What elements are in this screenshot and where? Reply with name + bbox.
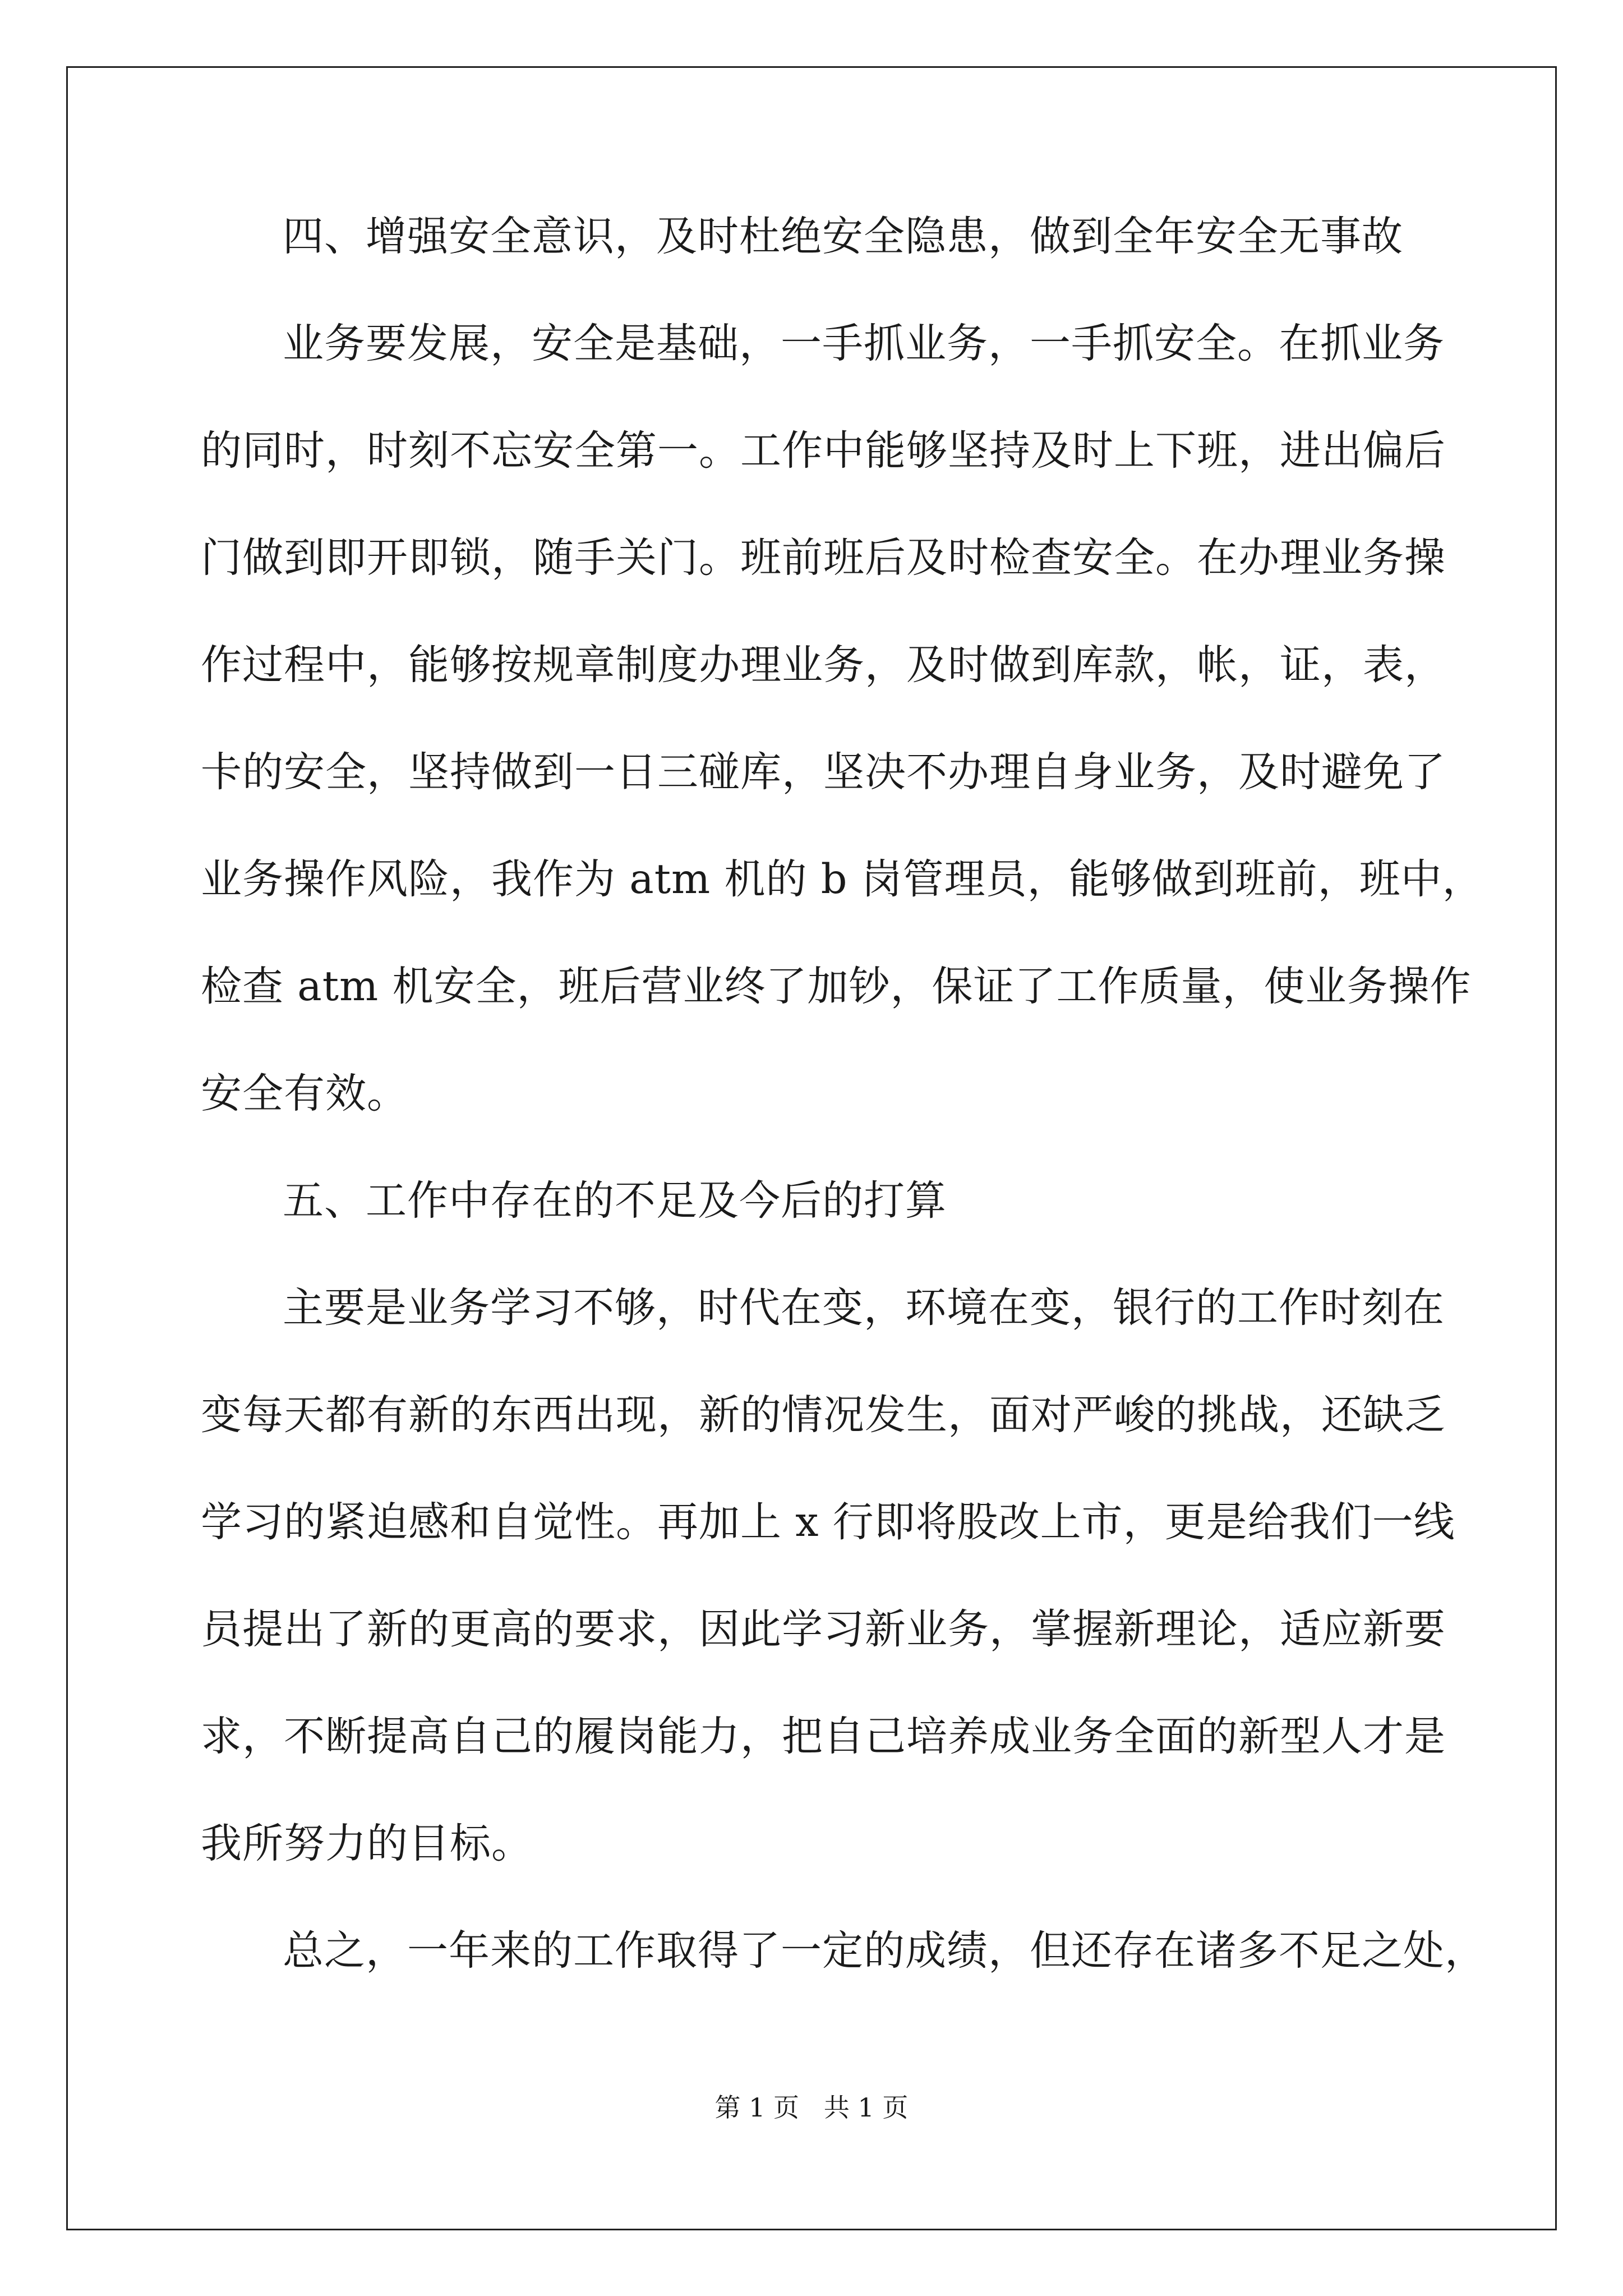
text-line: 员提出了新的更高的要求，因此学习新业务，掌握新理论，适应新要	[201, 1605, 1446, 1653]
text-line: 卡的安全，坚持做到一日三碰库，坚决不办理自身业务，及时避免了	[201, 748, 1446, 796]
text-line: 我所努力的目标。	[201, 1820, 533, 1867]
text-line: 求，不断提高自己的履岗能力，把自己培养成业务全面的新型人才是	[201, 1713, 1446, 1760]
text-line: 作过程中，能够按规章制度办理业务，及时做到库款，帐，证，表，	[201, 641, 1446, 689]
text-line: 检查 atm 机安全，班后营业终了加钞，保证了工作质量，使业务操作	[201, 963, 1472, 1010]
text-line: 业务操作风险，我作为 atm 机的 b 岗管理员，能够做到班前，班中，	[201, 855, 1484, 903]
text-line: 学习的紧迫感和自觉性。再加上 x 行即将股改上市，更是给我们一线	[201, 1498, 1455, 1546]
text-line: 的同时，时刻不忘安全第一。工作中能够坚持及时上下班，进出偏后	[201, 427, 1446, 475]
text-line: 总之，一年来的工作取得了一定的成绩，但还存在诸多不足之处，	[283, 1927, 1486, 1975]
document-body	[201, 213, 1486, 2037]
text-line: 变每天都有新的东西出现，新的情况发生，面对严峻的挑战，还缺乏	[201, 1391, 1446, 1439]
page-number-footer: 第 1 页 共 1 页	[714, 2092, 909, 2123]
text-line: 安全有效。	[201, 1070, 408, 1117]
text-line: 业务要发展，安全是基础，一手抓业务，一手抓安全。在抓业务	[283, 320, 1445, 367]
text-line: 门做到即开即锁，随手关门。班前班后及时检查安全。在办理业务操	[201, 534, 1446, 582]
text-line: 主要是业务学习不够，时代在变，环境在变，银行的工作时刻在	[283, 1284, 1445, 1332]
section-heading-safety: 四、增强安全意识，及时杜绝安全隐患，做到全年安全无事故	[283, 213, 1403, 260]
section-heading-shortcomings: 五、工作中存在的不足及今后的打算	[283, 1177, 947, 1225]
